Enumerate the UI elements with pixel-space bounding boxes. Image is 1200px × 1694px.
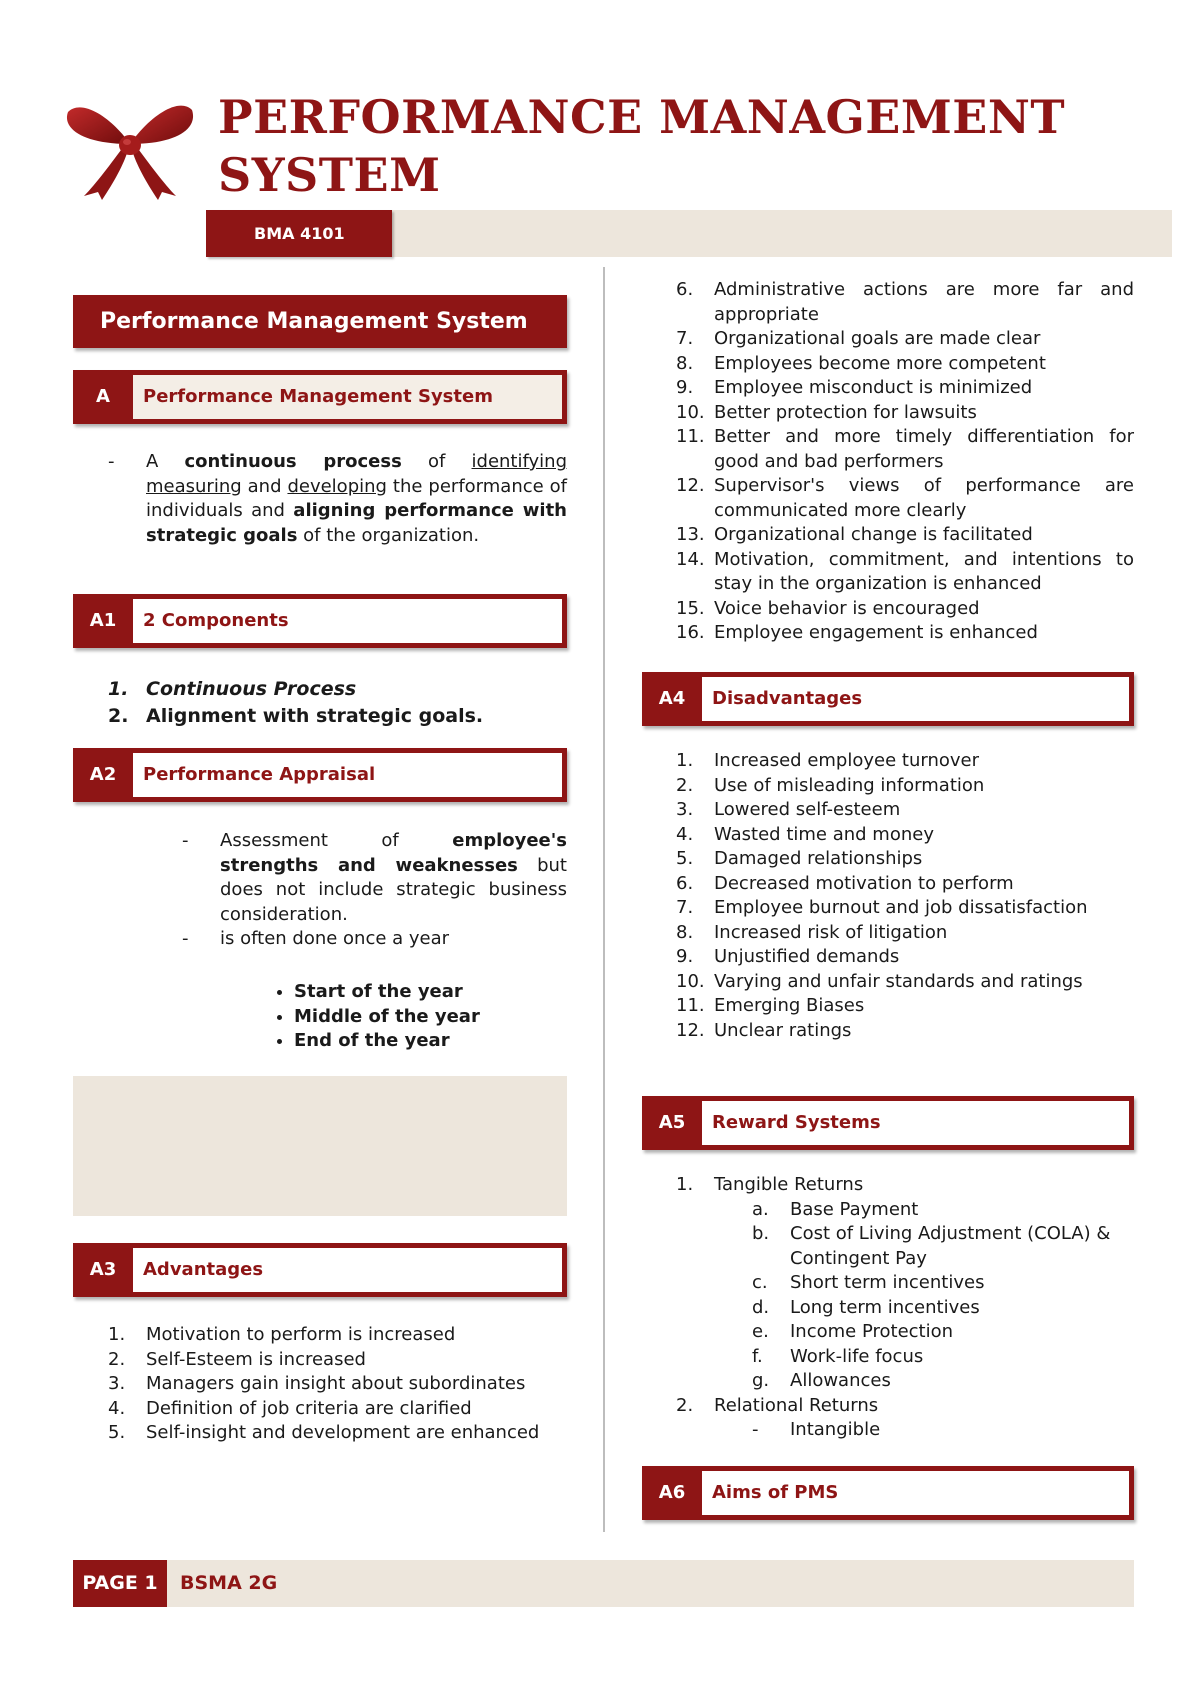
list-item: 14. Motivation, commitment, and intentions to stay in the organization is enhanced: [676, 548, 1134, 594]
list-item: d. Long term incentives: [752, 1296, 980, 1318]
advantages-continued-list: [676, 278, 1134, 646]
list-item: - is often done once a year: [182, 927, 567, 952]
page-title: PERFORMANCE MANAGEMENT SYSTEM: [218, 90, 1066, 202]
appraisal-list: [182, 829, 567, 952]
list-item: - Assessment of employee's strengths and weaknesses but does not include strategic business consideration.: [182, 829, 567, 927]
list-item: 10. Varying and unfair standards and ratings: [676, 970, 1083, 992]
list-item: 12. Unclear ratings: [676, 1019, 852, 1041]
list-item: 11. Emerging Biases: [676, 995, 865, 1016]
section-header-a3: A3 Advantages: [73, 1243, 567, 1297]
reward-systems-list: [676, 1173, 1134, 1443]
tangible-returns-sublist: [752, 1198, 1134, 1394]
list-item: 1. Motivation to perform is increased: [108, 1324, 456, 1345]
beige-note-box: [73, 1076, 567, 1216]
list-item: 2. Self-Esteem is increased: [108, 1348, 366, 1370]
section-header-a4: A4 Disadvantages: [642, 672, 1134, 726]
disadvantages-list: [676, 749, 1134, 1043]
list-item: 8. Increased risk of litigation: [676, 921, 948, 943]
list-item: a. Base Payment: [752, 1198, 919, 1220]
components-list: [108, 676, 567, 730]
list-item: 4. Wasted time and money: [676, 823, 934, 845]
list-item: • Middle of the year: [294, 1005, 556, 1030]
list-item: • End of the year: [294, 1029, 556, 1054]
advantages-list: [108, 1323, 567, 1446]
list-item: 2. Alignment with strategic goals.: [108, 705, 484, 727]
list-item: 7. Organizational goals are made clear: [676, 328, 1041, 349]
list-item: 5. Damaged relationships: [676, 848, 923, 869]
list-item: 3. Lowered self-esteem: [676, 799, 901, 820]
list-item: • Start of the year: [294, 980, 556, 1005]
list-item: 3. Managers gain insight about subordinates: [108, 1373, 526, 1394]
list-item: f. Work-life focus: [752, 1345, 924, 1367]
section-header-a: A Performance Management System: [73, 370, 567, 424]
list-item: 1. Tangible Returns: [676, 1174, 864, 1195]
list-item: 8. Employees become more competent: [676, 352, 1046, 374]
section-main-header: Performance Management System: [73, 295, 567, 348]
list-item: 2. Use of misleading information: [676, 774, 985, 796]
section-header-a2: A2 Performance Appraisal: [73, 748, 567, 802]
list-item: 12. Supervisor's views of performance are communicated more clearly: [676, 475, 1134, 521]
list-item: 9. Employee misconduct is minimized: [676, 377, 1033, 398]
schedule-bullets: [256, 980, 556, 1054]
list-item: 9. Unjustified demands: [676, 946, 900, 967]
list-item: g. Allowances: [752, 1370, 891, 1391]
section-header-a1: A1 2 Components: [73, 594, 567, 648]
list-item: 6. Decreased motivation to perform: [676, 872, 1014, 894]
list-item: 15. Voice behavior is encouraged: [676, 597, 980, 619]
list-item: 10. Better protection for lawsuits: [676, 401, 977, 423]
list-item: 16. Employee engagement is enhanced: [676, 622, 1038, 643]
section-header-a6: A6 Aims of PMS: [642, 1466, 1134, 1520]
course-code-tab: BMA 4101: [206, 210, 392, 257]
red-bow-icon: [62, 88, 198, 200]
list-item: 7. Employee burnout and job dissatisfaction: [676, 897, 1088, 918]
list-item: 2. Relational Returns: [676, 1394, 879, 1416]
section-header-a5: A5 Reward Systems: [642, 1096, 1134, 1150]
list-item: 4. Definition of job criteria are clarified: [108, 1397, 472, 1419]
list-item: 6. Administrative actions are more far and appropriate: [676, 279, 1134, 325]
list-item: 5. Self-insight and development are enhanced: [108, 1422, 540, 1443]
list-item: c. Short term incentives: [752, 1272, 985, 1293]
list-item: 1. Increased employee turnover: [676, 750, 979, 771]
list-item: 13. Organizational change is facilitated: [676, 524, 1033, 545]
column-divider: [603, 267, 605, 1532]
page-number: PAGE 1: [73, 1560, 167, 1607]
definition-paragraph: - A continuous process of identifying measuring and developing the performance of individuals and aligning performance with strategic goals of the organization.: [108, 451, 567, 546]
class-label: BSMA 2G: [180, 1572, 278, 1594]
list-item: 11. Better and more timely differentiation for good and bad performers: [676, 426, 1134, 472]
list-item: e. Income Protection: [752, 1321, 954, 1342]
list-item: b. Cost of Living Adjustment (COLA) & Contingent Pay: [752, 1223, 1111, 1269]
list-item: - Intangible: [752, 1419, 881, 1440]
list-item: 1. Continuous Process: [108, 678, 357, 700]
